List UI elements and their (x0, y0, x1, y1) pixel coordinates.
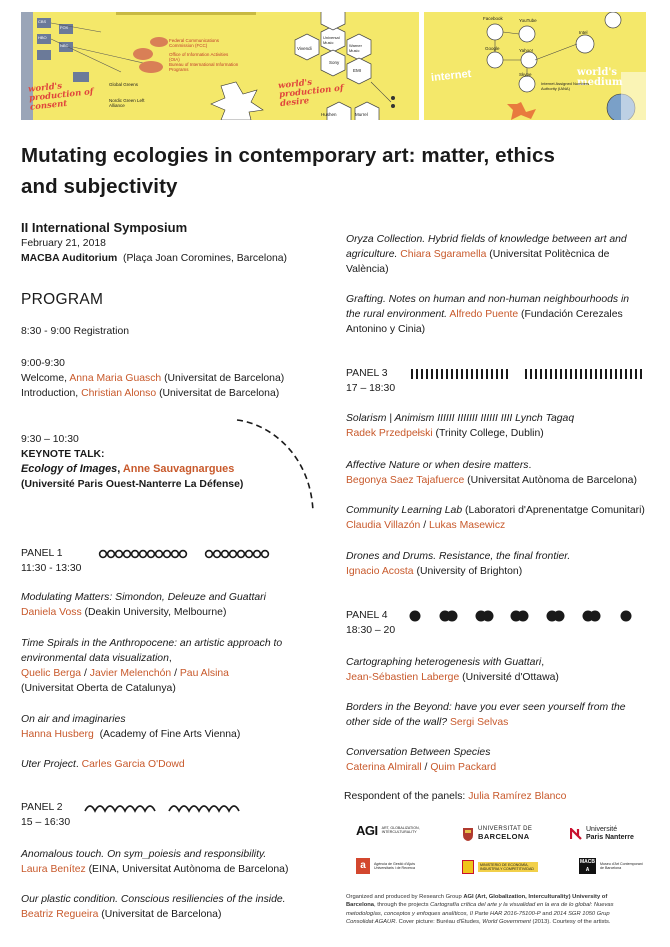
talk-line-2 (346, 307, 656, 322)
talk-speaker-line (21, 862, 326, 877)
nanterre-mark-icon (570, 828, 582, 840)
panel-3-talk-1 (346, 411, 656, 441)
speaker-name: Begonya Saez Tajafuerce (346, 475, 465, 486)
speaker-name: Javier Melenchón (89, 668, 172, 679)
talk-title: Our plastic condition. Conscious resiliencies of the inside. (21, 894, 286, 905)
credits-text: Organized and produced by Research Group (346, 894, 462, 900)
registration-line: 8:30 - 9:00 Registration (21, 326, 130, 337)
speaker-affiliation: (Universitat Politècnica de (489, 249, 610, 260)
talk-title-line-1: Oryza Collection. Hybrid fields of knowledge between art and (346, 234, 627, 245)
talk-title-line-2: environmental data visualization, (21, 653, 172, 664)
nanterre-line-2: Paris Nanterre (586, 834, 634, 841)
speaker-name: Pau Alsina (179, 668, 229, 679)
talk-title: On air and imaginaries (21, 714, 126, 725)
banner-text-left: world's production of consent (27, 81, 95, 113)
welcome-affiliation: (Universitat de Barcelona) (164, 373, 285, 384)
credits-line-3 (346, 910, 646, 918)
credits-footnote (346, 893, 646, 926)
panel-1-label: PANEL 1 (21, 548, 63, 559)
talk-title-line: Cartographing heterogenesis with Guattari, (346, 657, 545, 668)
page-title-line-1: Mutating ecologies in contemporary art: matter, ethics (21, 144, 555, 167)
banner-label-skype: Skype (519, 72, 532, 77)
macba-subtitle: Museu d'Art Contemporani de Barcelona (600, 861, 643, 870)
speaker-name: Chiara Sgaramella (400, 249, 487, 260)
banner-label-youtube: YouTube (519, 18, 537, 23)
respondent-line (344, 789, 654, 804)
credits-project: Consolidat AGAUR (346, 918, 396, 925)
speaker-name: Alfredo Puente (449, 309, 519, 320)
speaker-name: Daniela Voss (21, 607, 82, 618)
welcome-label: Welcome, (21, 373, 68, 384)
speaker-affiliation: (Universitat Oberta de Catalunya) (21, 683, 176, 694)
talk-speaker-line (346, 564, 656, 579)
banner-text-middle: world's production of desire (277, 77, 345, 110)
ub-line-2: BARCELONA (478, 832, 530, 841)
chain-decoration (83, 549, 273, 559)
speaker-name: Quelic Berga (21, 668, 82, 679)
keynote-title: Ecology of Images (21, 463, 118, 475)
symposium-name: II International Symposium (21, 220, 188, 235)
banner-label-iana: Internet Assigned Numbers Authority (IANA) (541, 81, 590, 91)
speaker-affiliation: (Université d'Ottawa) (462, 672, 559, 683)
speaker-name: Hanna Husberg (21, 729, 94, 740)
talk-title: Uter Project (21, 759, 76, 770)
talk-title-line-1: Grafting. Notes on human and non-human neighbourhoods in (346, 294, 630, 305)
banner-label-bureau: Bureau of International Information Programs (169, 62, 239, 72)
credits-project: metodologías, conceptos y enfoques analíticos, II Parte HAR 2016-75100-P (346, 910, 541, 917)
speaker-affiliation: (EINA, Universitat Autònoma de Barcelona) (88, 864, 289, 875)
agaur-mark-icon: a (356, 858, 370, 874)
panel-2-talk-4 (346, 292, 656, 337)
banner-label-emi: EMI (353, 68, 362, 73)
panel-3-talk-2 (346, 458, 656, 488)
speaker-name: Beatriz Regueira (21, 909, 99, 920)
panel-2-talk-2 (21, 892, 326, 922)
agaur-logo (356, 858, 418, 874)
banner-label-yahoo: Yahoo! (519, 48, 533, 53)
talk-title-tail: the rural environment. (346, 309, 448, 320)
talk-speaker-line (346, 426, 656, 441)
welcome-speaker: Anna Maria Guasch (69, 373, 162, 384)
page-title-line-2: and subjectivity (21, 175, 178, 198)
page-title (21, 140, 661, 202)
speaker-affiliation: (Trinity College, Dublin) (435, 428, 544, 439)
banner-label-facebook: Facebook (483, 16, 503, 21)
intro-line (21, 386, 326, 401)
panel-1-talk-4 (21, 757, 326, 772)
speaker-name: Radek Przedpełski (346, 428, 433, 439)
talk-line-2 (346, 715, 656, 730)
keynote-label-line: KEYNOTE TALK: (21, 449, 105, 460)
talk-title: Solarism | Animism IIIIII IIIIIII IIIIII IIII Lynch Tagaq (346, 413, 575, 424)
panel-3-talk-3 (346, 503, 656, 533)
symposium-date: February 21, 2018 (21, 238, 106, 249)
credits-project: 2014 SGR 1050 Grup (553, 910, 610, 917)
speaker-name: Caterina Almirall (346, 762, 422, 773)
keynote-time: 9:30 – 10:30 (21, 434, 79, 445)
talk-speaker-line (346, 473, 656, 488)
panel-1-talk-1 (21, 590, 326, 620)
credits-text: . Cover picture: Buréau d'Études, (395, 918, 481, 925)
intro-affiliation: (Universitat de Barcelona) (159, 388, 280, 399)
banner-label-sony: Sony (329, 60, 340, 65)
talk-title: Anomalous touch. On sym_poiesis and responsibility. (21, 849, 267, 860)
panel-2-talk-1 (21, 847, 326, 877)
speaker-affiliation: (Deakin University, Melbourne) (84, 607, 227, 618)
speaker-affiliation: (Fundación Cerezales (521, 309, 623, 320)
panel-1-talk-3 (21, 712, 326, 742)
keynote-talk-line: Ecology of Images, Anne Sauvagnargues (21, 463, 235, 475)
credits-project: Cartografía crítica del arte y la visualidad en la era de lo global: Nuevas (430, 902, 614, 909)
cover-banner (21, 12, 646, 120)
panel-1-talk-2 (21, 636, 326, 696)
talk-line-2 (346, 247, 656, 262)
panel-4-label: PANEL 4 (346, 610, 388, 621)
talk-title: Cartographing heterogenesis with Guattari (346, 657, 542, 668)
welcome-time: 9:00-9:30 (21, 358, 65, 369)
respondent-name: Julia Ramírez Blanco (468, 791, 567, 802)
speaker-affiliation: (Universitat de Barcelona) (101, 909, 222, 920)
speaker-affiliation: (Academy of Fine Arts Vienna) (99, 729, 241, 740)
banner-label-cbs: CBS (38, 19, 47, 24)
banner-label-fox: FOX (60, 25, 69, 30)
talk-speakers-line: Quelic Berga / Javier Melenchón / Pau Alsina (21, 668, 229, 679)
talk-title: Community Learning Lab (346, 505, 463, 516)
banner-label-warner: Warner Music (349, 43, 362, 53)
credits-line-1 (346, 893, 646, 901)
talk-speaker-line (21, 727, 326, 742)
banner-label-vivendi: Vivendi (297, 46, 312, 51)
credits-university: Barcelona (346, 902, 375, 909)
panel-4-header (346, 608, 656, 638)
panel-2-talk-3 (346, 232, 656, 277)
intro-speaker: Christian Alonso (81, 388, 157, 399)
talk-title-line-1: Borders in the Beyond: have you ever seen yourself from the (346, 702, 626, 713)
ministerio-crest-icon (462, 860, 474, 874)
panel-3-talk-4 (346, 549, 656, 579)
panel-3-label: PANEL 3 (346, 368, 388, 379)
panel-1-header (21, 546, 326, 576)
speaker-name: Ignacio Acosta (346, 566, 414, 577)
banner-label-hushen: Hushen (321, 112, 337, 117)
speaker-name: Lukas Masewicz (429, 520, 506, 531)
talk-title-tail: other side of the wall? (346, 717, 448, 728)
nanterre-logo (570, 826, 634, 842)
speaker-name: Claudia Villazón (346, 520, 421, 531)
speaker-affiliation-line-2: València) (346, 264, 389, 275)
banner-text-medium: world's medium (577, 67, 623, 88)
panel-4-talk-3 (346, 745, 656, 775)
credits-line-2 (346, 901, 646, 909)
panel-4-time: 18:30 – 20 (346, 625, 396, 636)
venue-detail: (Plaça Joan Coromines, Barcelona) (122, 253, 288, 264)
speaker-name: Quim Packard (430, 762, 497, 773)
credits-text: and (542, 910, 552, 917)
banner-text-internet: internet (430, 67, 472, 85)
panel-3-header (346, 366, 656, 396)
banner-label-greens: Global Greens (109, 82, 139, 87)
banner-label-universal: Universal Music (323, 35, 340, 45)
keynote-label: KEYNOTE TALK (21, 449, 102, 460)
talk-title-tail: environmental data visualization (21, 653, 169, 664)
program-heading: PROGRAM (21, 291, 104, 308)
talk-title: Modulating Matters: Simondon, Deleuze and Guattari (21, 592, 266, 603)
banner-label-oia: Office of Information Activities (OIA) (169, 52, 229, 62)
banner-label-intel: Intel (579, 30, 588, 35)
intro-label: Introduction, (21, 388, 79, 399)
talk-speakers-line: Caterina Almirall / Quim Packard (346, 762, 497, 773)
credits-text: , through the projects (374, 902, 429, 909)
talk-line: Uter Project. Carles Garcia O'Dowd (21, 759, 185, 770)
panel-3-time: 17 – 18:30 (346, 383, 396, 394)
speaker-affiliation: (University of Brighton) (416, 566, 523, 577)
respondent-label: Respondent of the panels: (344, 791, 466, 802)
ub-shield-icon (462, 827, 474, 841)
speaker-affiliation: (Universitat Autònoma de Barcelona) (467, 475, 637, 486)
speaker-affiliation-line-2: Antonino y Cinia) (346, 324, 426, 335)
macba-logo (579, 858, 644, 874)
symposium-venue-line (21, 251, 326, 266)
talk-title: Conversation Between Species (346, 747, 491, 758)
banner-label-nbc: NBC (60, 43, 69, 48)
talk-title-tail: agriculture. (346, 249, 398, 260)
panel-1-time: 11:30 - 13:30 (21, 563, 82, 574)
banner-label-google: Google (485, 46, 500, 51)
credits-artwork: World Government (482, 918, 531, 925)
talk-title-line-1: Time Spirals in the Anthropocene: an artistic approach to (21, 638, 283, 649)
banner-label-murrel: Murrel (355, 112, 368, 117)
talk-speaker-line (346, 670, 656, 685)
talk-title: Drones and Drums. Resistance, the final frontier. (346, 551, 571, 562)
ub-logo (462, 826, 532, 842)
welcome-line (21, 371, 326, 386)
credits-line-4 (346, 918, 646, 926)
agi-subtitle: ART, GLOBALIZATION, INTERCULTURALITY (381, 826, 420, 834)
tally-decoration (408, 368, 648, 380)
panel-2-time: 15 – 16:30 (21, 817, 71, 828)
banner-label-nordic: Nordic Green Left Alliance (109, 98, 145, 108)
speaker-name: Carles Garcia O'Dowd (81, 759, 185, 770)
venue-name: MACBA Auditorium (21, 253, 118, 264)
macba-mark: MACBA (580, 859, 595, 873)
keynote-affiliation: (Université Paris Ouest-Nanterre La Défense) (21, 479, 244, 490)
panel-2-label: PANEL 2 (21, 802, 63, 813)
ub-line-1: UNIVERSITAT DE (478, 826, 533, 832)
panel-4-talk-2 (346, 700, 656, 730)
agi-logo (356, 822, 426, 838)
speaker-name: Laura Benítez (21, 864, 86, 875)
talk-title: Affective Nature or when desire matters (346, 460, 529, 471)
agi-mark: AGI (356, 822, 378, 838)
speaker-name: Sergi Selvas (449, 717, 509, 728)
dots-decoration (408, 609, 638, 623)
symposium-info (21, 220, 326, 266)
keynote-speaker: Anne Sauvagnargues (122, 463, 235, 475)
wave-decoration (83, 801, 273, 815)
agaur-text: Agència de Gestió d'Ajuts Universitaris i de Recerca (374, 861, 416, 870)
credits-group: AGI (Art, Globalization, Interculturality) University of (463, 894, 608, 900)
credits-text: (2013). Courtesy of the artists. (532, 918, 611, 925)
dashed-arc-decoration (231, 416, 321, 516)
talk-title-line: Affective Nature or when desire matters. (346, 460, 532, 471)
panel-2-header (21, 800, 326, 830)
talk-speaker-line (21, 907, 326, 922)
talk-title-extra: (Laboratori d'Aprenentatge Comunitari) (464, 505, 645, 516)
speaker-name: Jean-Sébastien Laberge (346, 672, 460, 683)
ministerio-text: MINISTERIO DE ECONOMÍA, INDUSTRIA Y COMPETITIVIDAD (478, 862, 538, 872)
talk-speakers-line: Claudia Villazón / Lukas Masewicz (346, 520, 506, 531)
welcome-block (21, 356, 326, 401)
talk-speaker-line (21, 605, 326, 620)
talk-title-line (346, 503, 656, 518)
banner-label-hbo: HBO (38, 35, 47, 40)
nanterre-line-1: Université (586, 826, 618, 833)
banner-label-fcc: Federal Communications Commission (FCC) (169, 38, 220, 48)
panel-4-talk-1 (346, 655, 656, 685)
ministerio-logo (462, 860, 538, 874)
